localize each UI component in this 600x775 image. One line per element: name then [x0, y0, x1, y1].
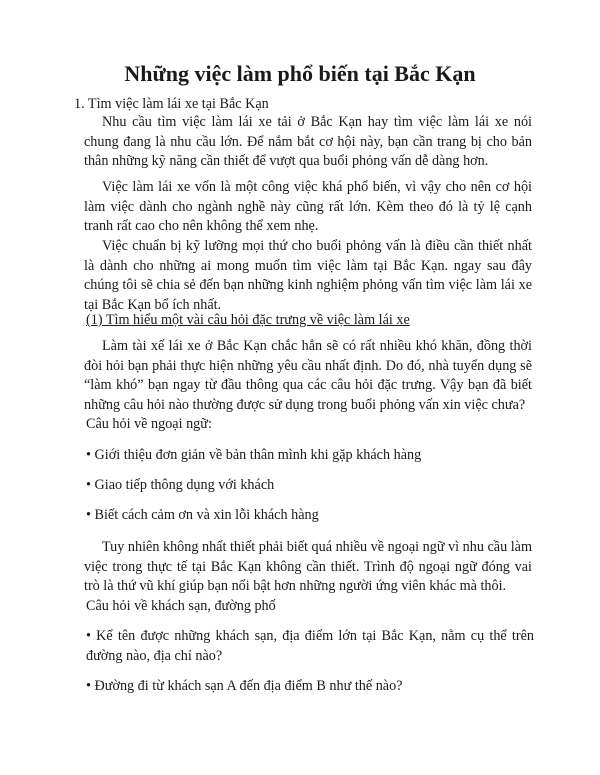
list-item: • Biết cách cảm ơn và xin lỗi khách hàng — [86, 507, 319, 523]
foreign-language-label: Câu hỏi về ngoại ngữ: — [86, 416, 212, 432]
paragraph-preparation: Việc chuẩn bị kỹ lưỡng mọi thứ cho buổi phỏng vấn là điều cần thiết nhất là dành cho những ai mong muốn tìm việc làm tại Bắc Kạn. ngay sau đây chúng tôi sẽ chia sẻ đến bạn những kinh nghiệm phỏng vấn tìm việc làm lái xe tại Bắc Kạn bổ ích nhất. — [84, 238, 532, 313]
list-item: • Đường đi từ khách sạn A đến địa điểm B như thế nào? — [86, 678, 403, 694]
section-heading: 1. Tìm việc làm lái xe tại Bắc Kạn — [74, 96, 269, 112]
paragraph-popularity: Việc làm lái xe vốn là một công việc khá phổ biến, vì vậy cho nên cơ hội làm việc dành cho ngành nghề này cũng rất lớn. Kèm theo đó là tỷ lệ cạnh tranh rất cao cho nên không thể xem nhẹ. — [84, 179, 532, 234]
subheading-questions: (1) Tìm hiểu một vài câu hỏi đặc trưng về việc làm lái xe — [86, 312, 410, 328]
paragraph-intro: Nhu cầu tìm việc làm lái xe tải ở Bắc Kạn hay tìm việc làm lái xe nói chung đang là nhu cầu lớn. Để nắm bắt cơ hội này, bạn cần trang bị cho bản thân những kỹ năng cần thiết để vượt qua buổi phỏng vấn dễ dàng hơn. — [84, 114, 532, 169]
list-item: • Giới thiệu đơn giản về bản thân mình khi gặp khách hàng — [86, 447, 422, 463]
page-title: Những việc làm phổ biến tại Bắc Kạn — [124, 61, 476, 86]
list-item: • Kể tên được những khách sạn, địa điểm lớn tại Bắc Kạn, nằm cụ thể trên đường nào, địa chỉ nào? — [86, 628, 534, 664]
list-item: • Giao tiếp thông dụng với khách — [86, 477, 275, 493]
hotel-label: Câu hỏi về khách sạn, đường phố — [86, 598, 276, 614]
paragraph-foreign-language-note: Tuy nhiên không nhất thiết phải biết quá nhiều về ngoại ngữ vì nhu cầu làm việc trong thực tế tại Bắc Kạn không cần thiết. Trình độ ngoại ngữ đóng vai trò là thứ vũ khí giúp bạn nổi bật hơn những người ứng viên khác mà thôi. — [84, 539, 532, 594]
paragraph-driver-difficulty: Làm tài xế lái xe ở Bắc Kạn chắc hẳn sẽ có rất nhiều khó khăn, đồng thời đòi hỏi bạn phải thực hiện những yêu cầu nhất định. Do đó, nhà tuyển dụng sẽ “làm khó” bạn ngay từ đầu thông qua các câu hỏi đặc trưng. Vậy bạn đã biết những câu hỏi nào thường được sử dụng trong buổi phỏng vấn xin việc chưa? — [84, 338, 532, 413]
